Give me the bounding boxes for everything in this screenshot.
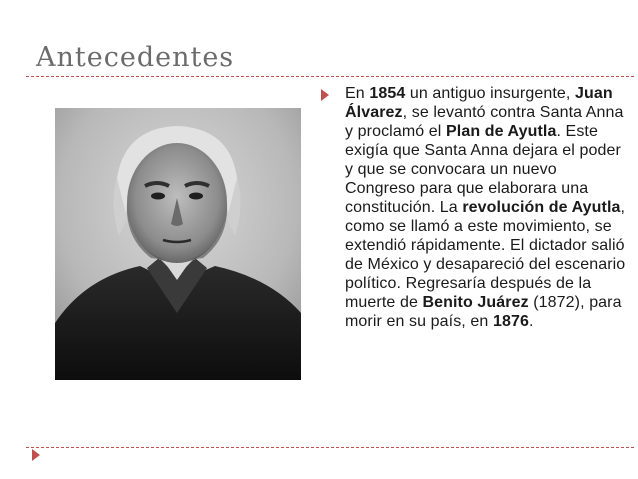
- bold-year-1876: 1876: [492, 313, 529, 330]
- bold-plan-de-ayutla: Plan de Ayutla: [446, 123, 557, 140]
- slide-title: Antecedentes: [36, 42, 235, 73]
- text-segment: En: [345, 85, 370, 102]
- text-segment: , se levantó contra Santa Anna y proclamó el: [345, 104, 624, 140]
- bold-juan-alvarez: Juan Álvarez: [345, 85, 613, 121]
- bold-revolucion-de-ayutla: revolución de Ayutla: [462, 199, 621, 216]
- bullet-list: [318, 84, 628, 331]
- text-segment: (1872), para morir en su país, en: [345, 294, 622, 330]
- bold-year-1854: 1854: [369, 85, 406, 102]
- text-segment: .: [528, 313, 534, 330]
- bottom-divider: [26, 447, 634, 448]
- text-segment: un antiguo insurgente,: [405, 85, 575, 102]
- portrait-image: [55, 108, 301, 380]
- bullet-arrow-icon: [32, 449, 40, 461]
- bullet-arrow-icon: [321, 89, 329, 101]
- list-item: [318, 84, 628, 331]
- title-divider: [26, 76, 634, 77]
- bullet-text: [345, 84, 628, 331]
- text-segment: , como se llamó a este movimiento, se extendió rápidamente. El dictador salió de México y desapareció del escenario político. Regresaría después de la muerte de: [345, 199, 626, 311]
- text-segment: . Este exigía que Santa Anna dejara el poder y que se convocara un nuevo Congreso para que elaborara una constitución. La: [345, 123, 621, 216]
- bold-benito-juarez: Benito Juárez: [422, 294, 529, 311]
